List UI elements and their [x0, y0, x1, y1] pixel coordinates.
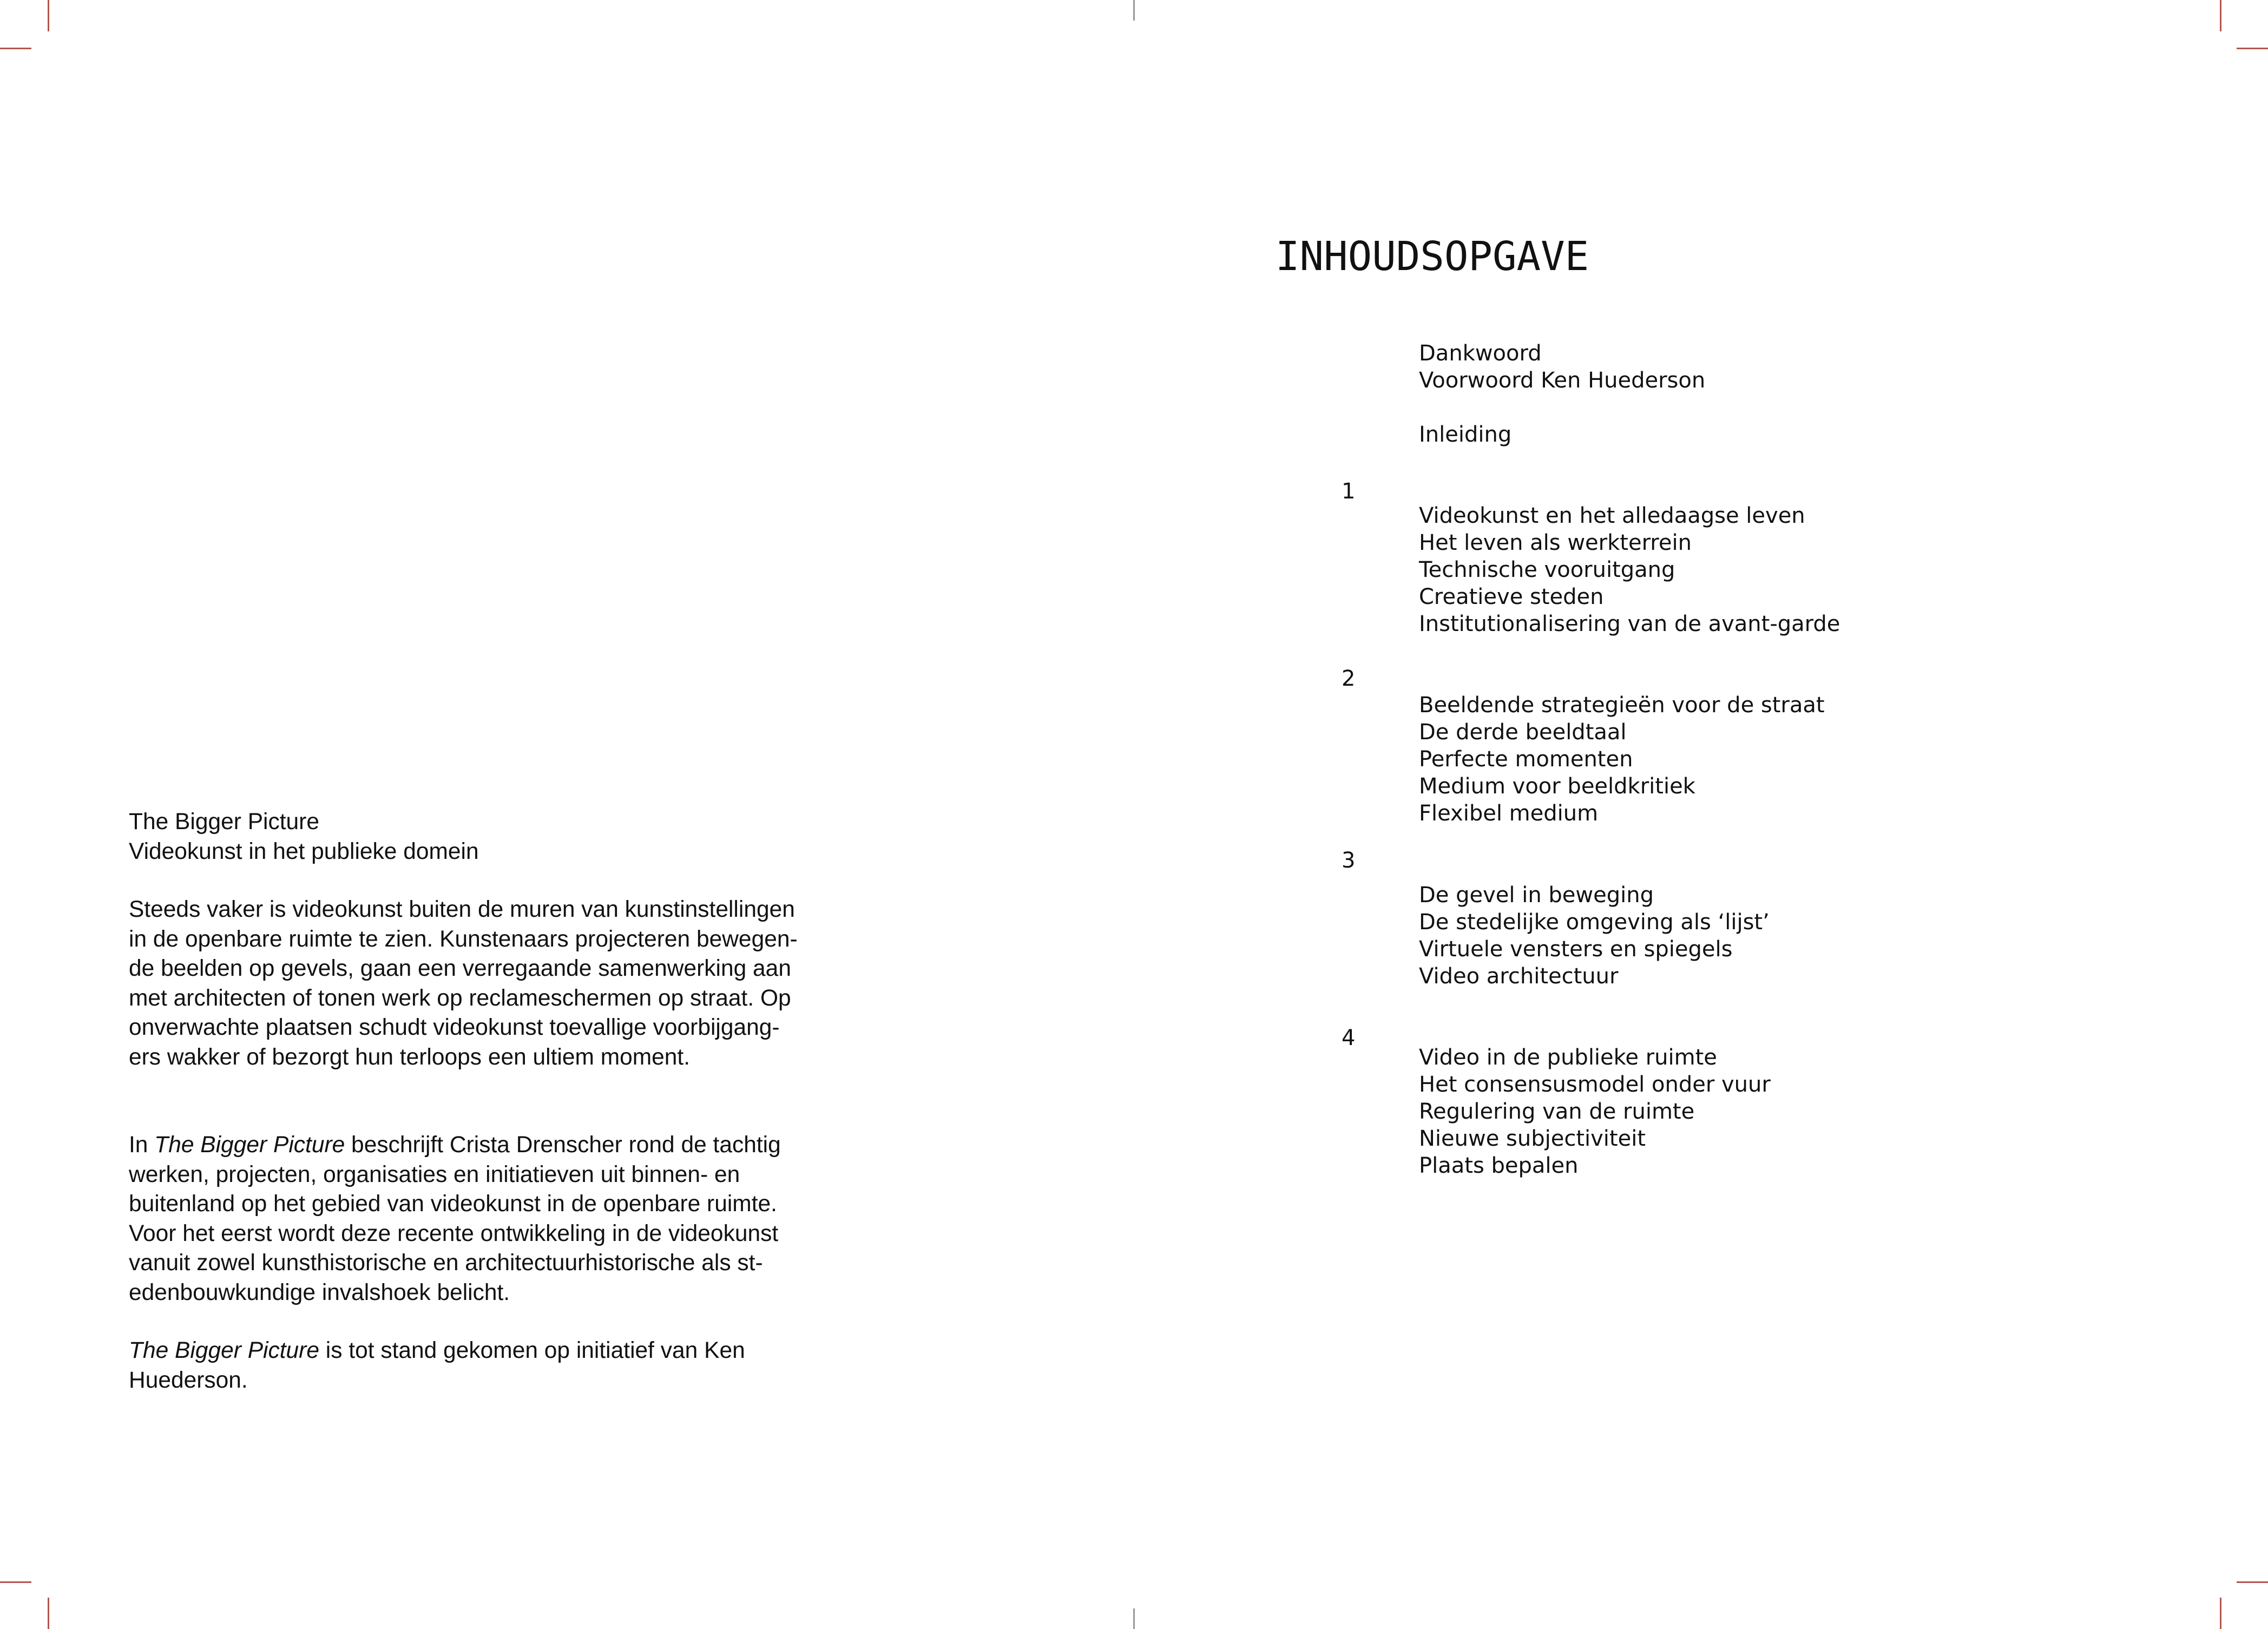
text-line: de beelden op gevels, gaan een verregaande samenwerking aan	[129, 956, 791, 981]
toc-entry: Creatieve steden	[1419, 584, 1604, 609]
toc-entry: De stedelijke omgeving als ‘lijst’	[1419, 910, 1770, 935]
toc-entry: Virtuele vensters en spiegels	[1419, 937, 1733, 962]
crop-mark	[48, 0, 49, 31]
chapter-number: 1	[1342, 479, 1356, 504]
chapter-4-entries	[1419, 1044, 1771, 1179]
italic-title: The Bigger Picture	[129, 1338, 319, 1363]
toc-intro	[1419, 421, 1511, 448]
crop-mark	[2220, 1598, 2221, 1629]
blurb-paragraph-2	[129, 1131, 876, 1308]
toc-entry: Videokunst en het alledaagse leven	[1419, 503, 1805, 528]
chapter-1-entries	[1419, 502, 1840, 638]
toc-entry: Plaats bepalen	[1419, 1153, 1579, 1178]
toc-entry: Technische vooruitgang	[1419, 557, 1675, 582]
toc-entry: Flexibel medium	[1419, 801, 1599, 826]
crop-mark	[2220, 0, 2221, 31]
text-line: buitenland op het gebied van videokunst in de openbare ruimte.	[129, 1191, 777, 1217]
text-line: onverwachte plaatsen schudt videokunst toevallige voorbijgang-	[129, 1015, 780, 1040]
book-subtitle: Videokunst in het publieke domein	[129, 838, 479, 864]
back-cover-text	[129, 807, 876, 1395]
text-fragment: is tot stand gekomen op initiatief van Ken	[319, 1338, 745, 1363]
toc-entry: Perfecte momenten	[1419, 747, 1633, 772]
text-line: edenbouwkundige invalshoek belicht.	[129, 1279, 510, 1305]
text-line: in de openbare ruimte te zien. Kunstenaars projecteren bewegen-	[129, 926, 798, 952]
text-line: Huederson.	[129, 1367, 248, 1393]
text-fragment: beschrijft Crista Drenscher rond de tachtig	[345, 1132, 781, 1158]
text-line: Voor het eerst wordt deze recente ontwikkeling in de videokunst	[129, 1220, 779, 1246]
crop-mark	[1133, 1608, 1135, 1629]
toc-entry: Video architectuur	[1419, 964, 1619, 989]
chapter-number: 2	[1342, 666, 1356, 691]
toc-front-matter	[1419, 340, 1705, 394]
toc-entry: De gevel in beweging	[1419, 883, 1654, 908]
crop-mark	[0, 1581, 31, 1583]
toc-entry: Institutionalisering van de avant-garde	[1419, 612, 1840, 636]
toc-entry: De derde beeldtaal	[1419, 720, 1627, 745]
toc-entry: Beeldende strategieën voor de straat	[1419, 693, 1825, 718]
toc-entry: Dankwoord	[1419, 341, 1542, 366]
toc-entry: Nieuwe subjectiviteit	[1419, 1126, 1646, 1151]
italic-title: The Bigger Picture	[154, 1132, 345, 1158]
text-line: Steeds vaker is videokunst buiten de muren van kunstinstellingen	[129, 897, 795, 922]
toc-entry: Het consensusmodel onder vuur	[1419, 1072, 1771, 1097]
text-line: ers wakker of bezorgt hun terloops een ultiem moment.	[129, 1044, 691, 1070]
crop-mark	[2237, 48, 2268, 49]
text-fragment: In	[129, 1132, 155, 1158]
blurb-paragraph-1	[129, 895, 876, 1072]
toc-entry: Medium voor beeldkritiek	[1419, 774, 1695, 799]
toc-entry: Voorwoord Ken Huederson	[1419, 368, 1706, 393]
crop-mark	[2237, 1581, 2268, 1583]
chapter-3-entries	[1419, 882, 1770, 990]
toc-entry: Inleiding	[1419, 422, 1512, 447]
text-line: met architecten of tonen werk op reclameschermen op straat. Op	[129, 985, 791, 1011]
toc-entry: Video in de publieke ruimte	[1419, 1045, 1717, 1070]
crop-mark	[48, 1598, 49, 1629]
text-line: vanuit zowel kunsthistorische en architectuurhistorische als st-	[129, 1250, 763, 1276]
toc-entry: Het leven als werkterrein	[1419, 530, 1692, 555]
crop-mark	[1133, 0, 1135, 21]
toc-entry: Regulering van de ruimte	[1419, 1099, 1695, 1124]
crop-mark	[0, 48, 31, 49]
toc-title: INHOUDSOPGAVE	[1276, 233, 1589, 280]
chapter-number: 3	[1342, 848, 1356, 873]
chapter-2-entries	[1419, 692, 1825, 827]
book-title: The Bigger Picture	[129, 809, 319, 835]
blurb-paragraph-3	[129, 1336, 876, 1395]
text-line: werken, projecten, organisaties en initiatieven uit binnen- en	[129, 1161, 740, 1187]
chapter-number: 4	[1342, 1026, 1356, 1050]
